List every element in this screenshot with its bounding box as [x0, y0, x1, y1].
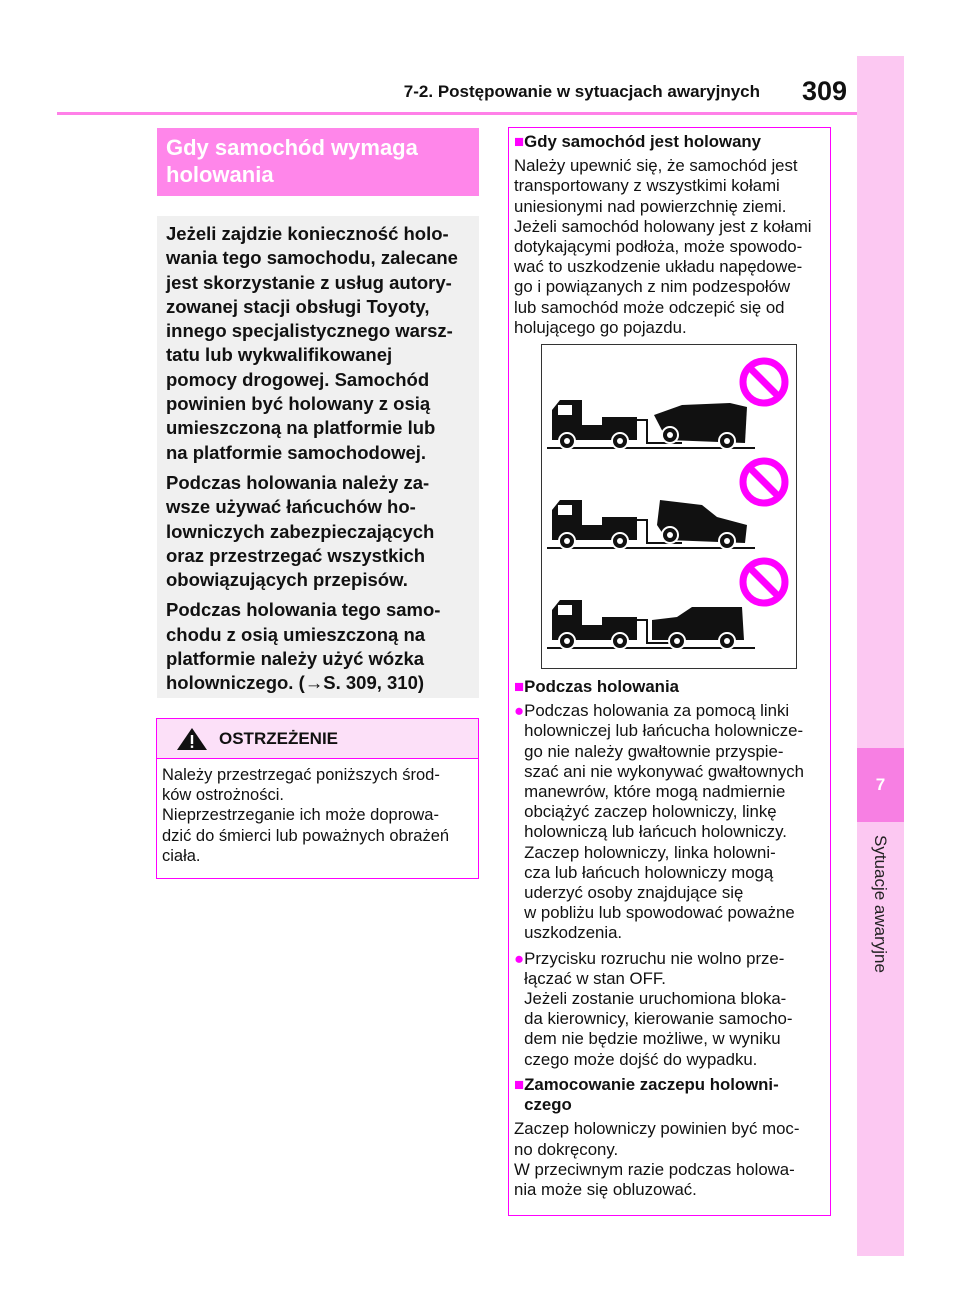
subheading [514, 1075, 825, 1115]
page-number: 309 [802, 76, 848, 106]
bullet-text: Przycisku rozruchu nie wolno prze- łączać w stan OFF. Jeżeli zostanie uruchomiona bloka- da kierownicy, kierowanie samocho- dem nie będzie możliwe, w wyniku czego może dojść do wypadku. [524, 948, 793, 1069]
prohibited-icon [743, 361, 785, 403]
square-bullet-icon: ■ [514, 677, 525, 697]
chapter-tab[interactable]: 7 [857, 748, 904, 822]
circle-bullet-icon: ● [514, 948, 525, 968]
warning-triangle-icon [175, 726, 209, 752]
prohibited-icon [743, 461, 785, 503]
square-bullet-icon: ■ [514, 132, 525, 151]
warning-text: Należy przestrzegać poniższych środ- ków ostrożności. Nieprzestrzeganie ich może doprowa- dzić do śmierci lub poważnych obrażeń ciała. [162, 766, 450, 865]
paragraph: Należy upewnić się, że samochód jest transportowany z wszystkimi kołami uniesionymi nad powierzchnię ziemi. Jeżeli samochód holowany jest z kołami dotykającymi podłoża, może spowodo- wać to uszkodzenie układu napędowe- go i powiązanych z nim podzespołów lub samochód może odczepić się od holującego go pojazdu. [514, 156, 812, 337]
subheading-text: Gdy samochód jest holowany [524, 132, 761, 151]
towing-illustration [541, 344, 797, 669]
tow-scene [547, 461, 785, 549]
warning-box [156, 718, 479, 879]
prohibited-icon [743, 561, 785, 603]
tow-scene [547, 361, 785, 449]
towing-info-box [508, 127, 831, 1216]
intro-box [157, 216, 479, 698]
warning-title: OSTRZEŻENIE [219, 728, 339, 748]
bullet-item [514, 949, 825, 1070]
section-title [157, 128, 479, 196]
bullet-item [514, 701, 825, 943]
subheading [514, 677, 825, 697]
header-divider [57, 112, 857, 115]
title-line: holowania [166, 162, 274, 187]
title-line: Gdy samochód wymaga [166, 135, 418, 160]
subheading [514, 132, 825, 152]
square-bullet-icon: ■ [514, 1074, 525, 1094]
paragraph: Zaczep holowniczy powinien być moc- no dokręcony. W przeciwnym razie podczas holowa- nia może się obluzować. [514, 1119, 800, 1199]
subheading-text: Podczas holowania [524, 677, 679, 697]
warning-header [157, 719, 478, 759]
intro-paragraph: Podczas holowania należy za- wsze używać łańcuchów ho- lowniczych zabezpieczających oraz przestrzegać wszystkich obowiązujących przepisów. [166, 471, 435, 591]
intro-paragraph: Podczas holowania tego samo- chodu z osią umieszczoną na platformie należy użyć wózka holowniczego. (→S. 309, 310) [166, 599, 441, 694]
tow-scene [547, 561, 785, 649]
intro-paragraph: Jeżeli zajdzie konieczność holo- wania tego samochodu, zalecane jest skorzystanie z usług autory- zowanej stacji obsługi Toyoty, innego specjalistycznego warsz- tatu lub wykwalifikowanej pomocy drogowej. Samochód powinien być holowany z osią umieszczoną na platformie lub na platformie samochodowej. [166, 223, 458, 463]
tow-truck-diagrams [542, 345, 796, 668]
subheading-text: Zamocowanie zaczepu holowni- czego [524, 1074, 779, 1115]
section-header: 7-2. Postępowanie w sytuacjach awaryjnych [403, 82, 760, 101]
chapter-sidebar [857, 56, 904, 1256]
bullet-text: Podczas holowania za pomocą linki holowniczej lub łańcucha holownicze- go nie należy gwałtownie przyspie- szać ani nie wykonywać gwałtownych manewrów, które mogą nadmiernie obciążyć zaczep holowniczy, linkę holowniczą lub łańcuch holowniczy. Zaczep holowniczy, linka holowni- cza lub łańcuch holowniczy mogą uderzyć osoby znajdujące się w pobliżu lub spowodować poważne uszkodzenia. [524, 701, 804, 943]
circle-bullet-icon: ● [514, 701, 525, 721]
chapter-title: Sytuacje awaryjne [871, 835, 890, 973]
